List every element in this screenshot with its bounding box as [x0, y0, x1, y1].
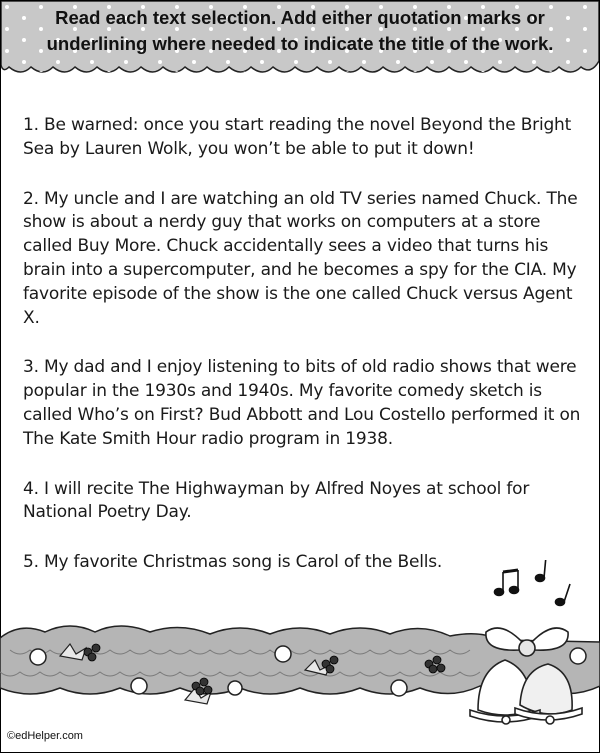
instructions-line-1: Read each text selection. Add either quotation marks or	[55, 7, 545, 28]
selection-5: 5. My favorite Christmas song is Carol of the Bells.	[23, 552, 443, 573]
holiday-garland-illustration	[0, 560, 600, 730]
selection-4: 4. I will recite The Highwayman by Alfred Noyes at school for National Poetry Day.	[23, 478, 530, 523]
instructions-header	[1, 1, 599, 81]
instructions-line-2: underlining where needed to indicate the title of the work.	[46, 33, 554, 54]
selection-2: 2. My uncle and I are watching an old TV series named Chuck. The show is about a nerdy guy that works on computers at a store called Buy More. Chuck accidentally sees a video that turns his brain into a supercomputer, and he becomes a spy for the CIA. My favorite episode of the show is the one called Chuck versus Agent X.	[23, 188, 578, 328]
copyright-label: ©edHelper.com	[7, 730, 83, 742]
text-selections	[23, 114, 583, 601]
selection-3: 3. My dad and I enjoy listening to bits of old radio shows that were popular in the 1930s and 1940s. My favorite comedy sketch is called Who’s on First? Bud Abbott and Lou Costello performed it on The Kate Smith Hour radio program in 1938.	[23, 357, 581, 449]
selection-1: 1. Be warned: once you start reading the novel Beyond the Bright Sea by Lauren Wolk, you won’t be able to put it down!	[23, 115, 572, 159]
music-notes-icon	[495, 560, 571, 606]
